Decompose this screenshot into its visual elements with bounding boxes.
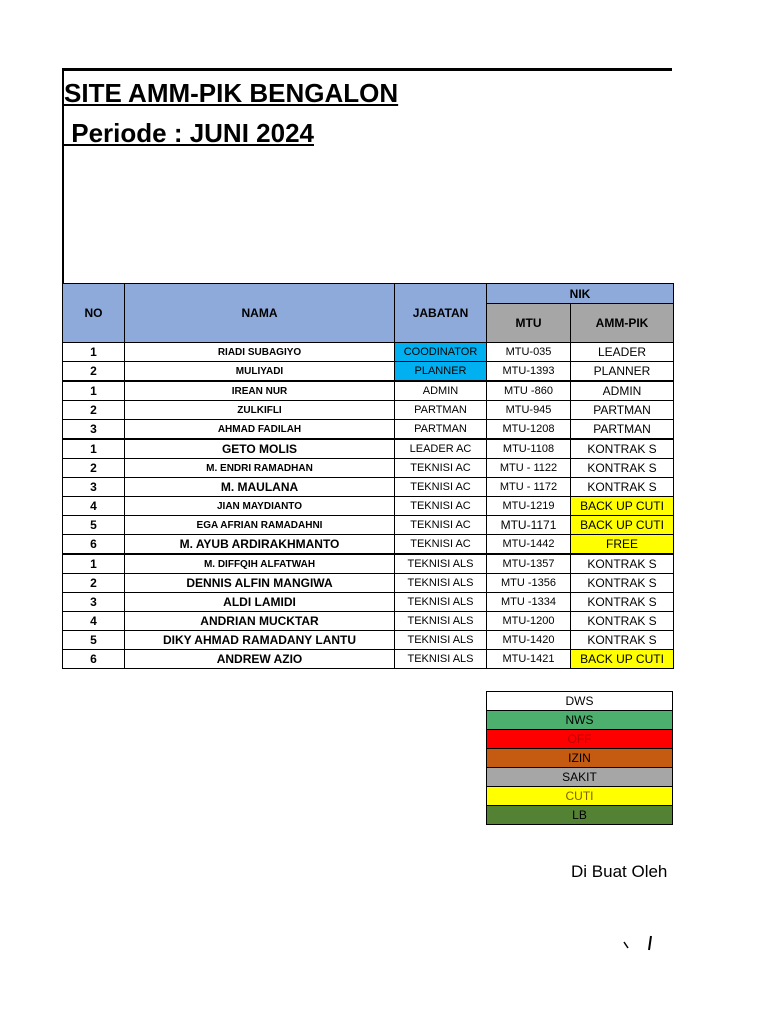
table-row [63,420,674,440]
cell-amm-pik: KONTRAK S [571,593,674,612]
cell-no: 4 [63,497,125,516]
table-row [63,459,674,478]
made-by-label: Di Buat Oleh [571,862,668,881]
cell-no: 2 [63,459,125,478]
cell-amm-pik: FREE [571,535,674,555]
cell-jabatan: COODINATOR [395,343,487,362]
legend-off: OFF [487,730,673,749]
cell-no: 1 [63,381,125,401]
cell-jabatan: PARTMAN [395,401,487,420]
cell-jabatan: TEKNISI AC [395,535,487,555]
table-row [63,574,674,593]
period-title: Periode : JUNI 2024 [64,118,314,148]
header-jabatan: JABATAN [395,284,487,343]
cell-mtu: MTU-1421 [487,650,571,669]
cell-amm-pik: KONTRAK S [571,459,674,478]
cell-amm-pik: PLANNER [571,362,674,382]
cell-mtu: MTU-1420 [487,631,571,650]
cell-no: 2 [63,401,125,420]
cell-amm-pik: ADMIN [571,381,674,401]
cell-mtu: MTU -1356 [487,574,571,593]
cell-nama: M. MAULANA [125,478,395,497]
cell-mtu: MTU - 1172 [487,478,571,497]
cell-mtu: MTU-035 [487,343,571,362]
cell-mtu: MTU -1334 [487,593,571,612]
cell-nama: M. DIFFQIH ALFATWAH [125,554,395,574]
cell-nama: MULIYADI [125,362,395,382]
cell-amm-pik: PARTMAN [571,420,674,440]
cell-no: 5 [63,631,125,650]
table-row [63,612,674,631]
cell-mtu: MTU - 1122 [487,459,571,478]
cell-nama: GETO MOLIS [125,439,395,459]
cell-no: 2 [63,574,125,593]
table-row [63,381,674,401]
header-nik: NIK [487,284,674,304]
cell-no: 6 [63,535,125,555]
cell-jabatan: TEKNISI ALS [395,612,487,631]
header-no: NO [63,284,125,343]
table-row [63,516,674,535]
cell-amm-pik: KONTRAK S [571,439,674,459]
cell-amm-pik: BACK UP CUTI [571,497,674,516]
legend-nws: NWS [487,711,673,730]
legend-dws: DWS [487,692,673,711]
table-row [63,535,674,555]
cell-nama: ANDREW AZIO [125,650,395,669]
cell-jabatan: TEKNISI AC [395,478,487,497]
cell-no: 1 [63,554,125,574]
legend-cuti: CUTI [487,787,673,806]
cell-no: 3 [63,478,125,497]
header-nama: NAMA [125,284,395,343]
table-row [63,362,674,382]
cell-amm-pik: KONTRAK S [571,574,674,593]
cell-amm-pik: LEADER [571,343,674,362]
page-title: SITE AMM-PIK BENGALON [64,78,399,108]
cell-mtu: MTU -860 [487,381,571,401]
table-row [63,554,674,574]
table-row [63,343,674,362]
cell-jabatan: PARTMAN [395,420,487,440]
cell-mtu: MTU-1208 [487,420,571,440]
cell-jabatan: LEADER AC [395,439,487,459]
cell-amm-pik: PARTMAN [571,401,674,420]
cell-nama: DENNIS ALFIN MANGIWA [125,574,395,593]
cell-nama: ALDI LAMIDI [125,593,395,612]
table-row [63,439,674,459]
cell-amm-pik: KONTRAK S [571,631,674,650]
table-row [63,631,674,650]
cell-mtu: MTU-945 [487,401,571,420]
cell-jabatan: TEKNISI AC [395,497,487,516]
cell-mtu: MTU-1357 [487,554,571,574]
staff-table [62,283,674,669]
cell-no: 4 [63,612,125,631]
table-row [63,478,674,497]
signature-mark [620,930,660,960]
cell-nama: AHMAD FADILAH [125,420,395,440]
cell-nama: ZULKIFLI [125,401,395,420]
cell-jabatan: TEKNISI ALS [395,631,487,650]
table-row [63,497,674,516]
cell-nama: ANDRIAN MUCKTAR [125,612,395,631]
cell-no: 1 [63,439,125,459]
header-amm-pik: AMM-PIK [571,304,674,343]
cell-jabatan: ADMIN [395,381,487,401]
cell-mtu: MTU-1219 [487,497,571,516]
cell-jabatan: TEKNISI ALS [395,650,487,669]
cell-nama: RIADI SUBAGIYO [125,343,395,362]
cell-jabatan: TEKNISI AC [395,459,487,478]
cell-no: 6 [63,650,125,669]
cell-amm-pik: KONTRAK S [571,478,674,497]
cell-mtu: MTU-1442 [487,535,571,555]
status-legend [486,691,673,825]
cell-amm-pik: BACK UP CUTI [571,516,674,535]
cell-nama: JIAN MAYDIANTO [125,497,395,516]
cell-no: 1 [63,343,125,362]
cell-nama: M. ENDRI RAMADHAN [125,459,395,478]
table-row [63,593,674,612]
cell-no: 2 [63,362,125,382]
header-mtu: MTU [487,304,571,343]
cell-amm-pik: KONTRAK S [571,612,674,631]
table-row [63,650,674,669]
cell-mtu: MTU-1108 [487,439,571,459]
cell-mtu: MTU-1171 [487,516,571,535]
cell-nama: DIKY AHMAD RAMADANY LANTU [125,631,395,650]
cell-no: 3 [63,420,125,440]
cell-nama: EGA AFRIAN RAMADAHNI [125,516,395,535]
legend-lb: LB [487,806,673,825]
cell-jabatan: PLANNER [395,362,487,382]
cell-no: 5 [63,516,125,535]
cell-mtu: MTU-1393 [487,362,571,382]
cell-nama: M. AYUB ARDIRAKHMANTO [125,535,395,555]
cell-jabatan: TEKNISI ALS [395,554,487,574]
legend-izin: IZIN [487,749,673,768]
cell-jabatan: TEKNISI ALS [395,574,487,593]
legend-sakit: SAKIT [487,768,673,787]
cell-jabatan: TEKNISI AC [395,516,487,535]
cell-no: 3 [63,593,125,612]
cell-jabatan: TEKNISI ALS [395,593,487,612]
table-row [63,401,674,420]
cell-mtu: MTU-1200 [487,612,571,631]
cell-amm-pik: BACK UP CUTI [571,650,674,669]
cell-amm-pik: KONTRAK S [571,554,674,574]
cell-nama: IREAN NUR [125,381,395,401]
